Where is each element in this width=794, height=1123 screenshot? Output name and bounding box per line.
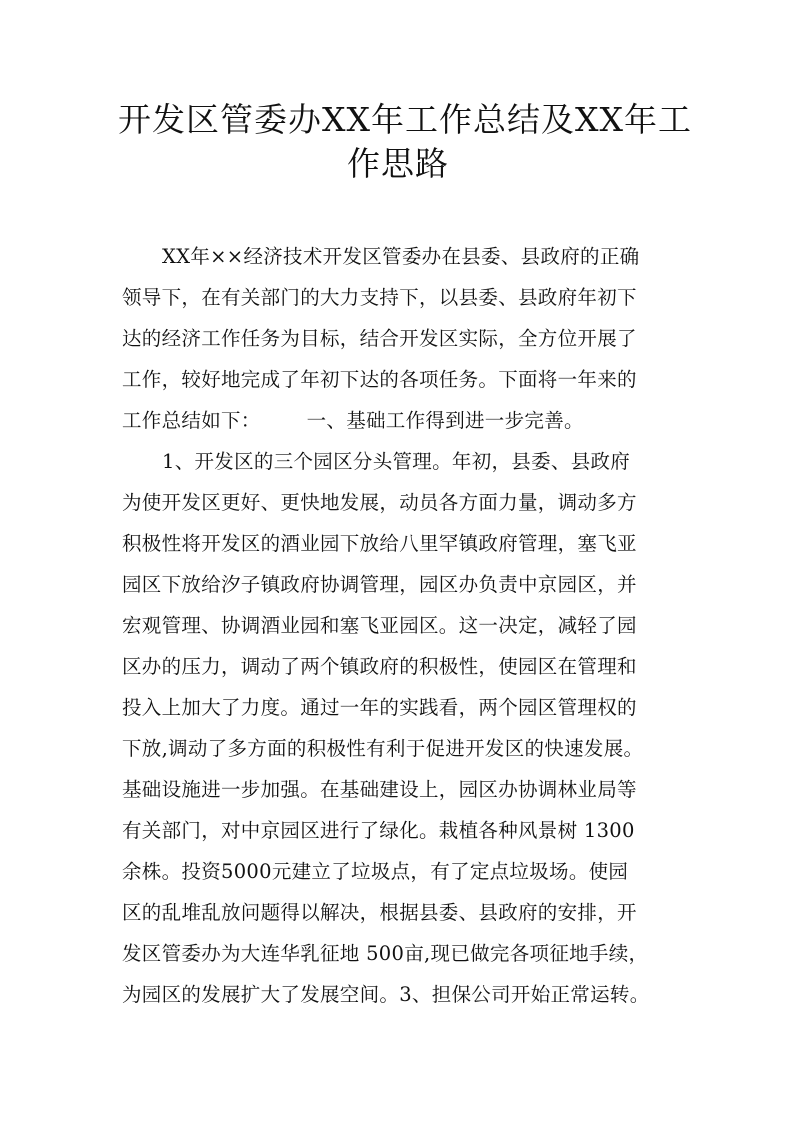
paragraph-line: 工作，较好地完成了年初下达的各项任务。下面将一年来的 <box>122 368 637 391</box>
paragraph-line: 1、开发区的三个园区分头管理。年初，县委、县政府 <box>162 450 631 473</box>
paragraph-line: 发区管委办为大连华乳征地 500亩,现已做完各项征地手续， <box>122 942 649 965</box>
title-line: 开发区管委办XX年工作总结及XX年工 <box>118 100 692 139</box>
paragraph-line: 余株。投资5000元建立了垃圾点，有了定点垃圾场。使园 <box>122 860 629 883</box>
paragraph-line: 下放,调动了多方面的积极性有利于促进开发区的快速发展。 <box>122 737 644 760</box>
paragraph-line <box>122 400 682 441</box>
title-line: 作思路 <box>347 144 449 183</box>
paragraph-line: 为园区的发展扩大了发展空间。3、担保公司开始正常运转。 <box>122 983 650 1006</box>
summary-intro: 工作总结如下： <box>122 409 261 432</box>
document-body <box>122 236 682 1015</box>
paragraph-line: 基础设施进一步加强。在基础建设上，园区办协调林业局等 <box>122 778 637 801</box>
paragraph-line: 为使开发区更好、更快地发展，动员各方面力量，调动多方 <box>122 491 637 514</box>
section-heading: 一、基础工作得到进一步完善。 <box>306 409 584 432</box>
paragraph-line: 有关部门，对中京园区进行了绿化。栽植各种风景树 1300 <box>122 819 635 842</box>
paragraph-line: 园区下放给汐子镇政府协调管理，园区办负责中京园区，并 <box>122 573 637 596</box>
paragraph-line: XX年××经济技术开发区管委办在县委、县政府的正确 <box>162 245 640 268</box>
paragraph-line: 领导下，在有关部门的大力支持下，以县委、县政府年初下 <box>122 286 637 309</box>
document-title <box>118 98 692 186</box>
paragraph-line: 积极性将开发区的酒业园下放给八里罕镇政府管理，塞飞亚 <box>122 532 637 555</box>
paragraph-line: 宏观管理、协调酒业园和塞飞亚园区。这一决定，减轻了园 <box>122 614 637 637</box>
paragraph-line: 区的乱堆乱放问题得以解决，根据县委、县政府的安排，开 <box>122 901 637 924</box>
paragraph-line: 区办的压力，调动了两个镇政府的积极性，使园区在管理和 <box>122 655 637 678</box>
paragraph-line: 达的经济工作任务为目标，结合开发区实际，全方位开展了 <box>122 327 637 350</box>
paragraph-line: 投入上加大了力度。通过一年的实践看，两个园区管理权的 <box>122 696 637 719</box>
